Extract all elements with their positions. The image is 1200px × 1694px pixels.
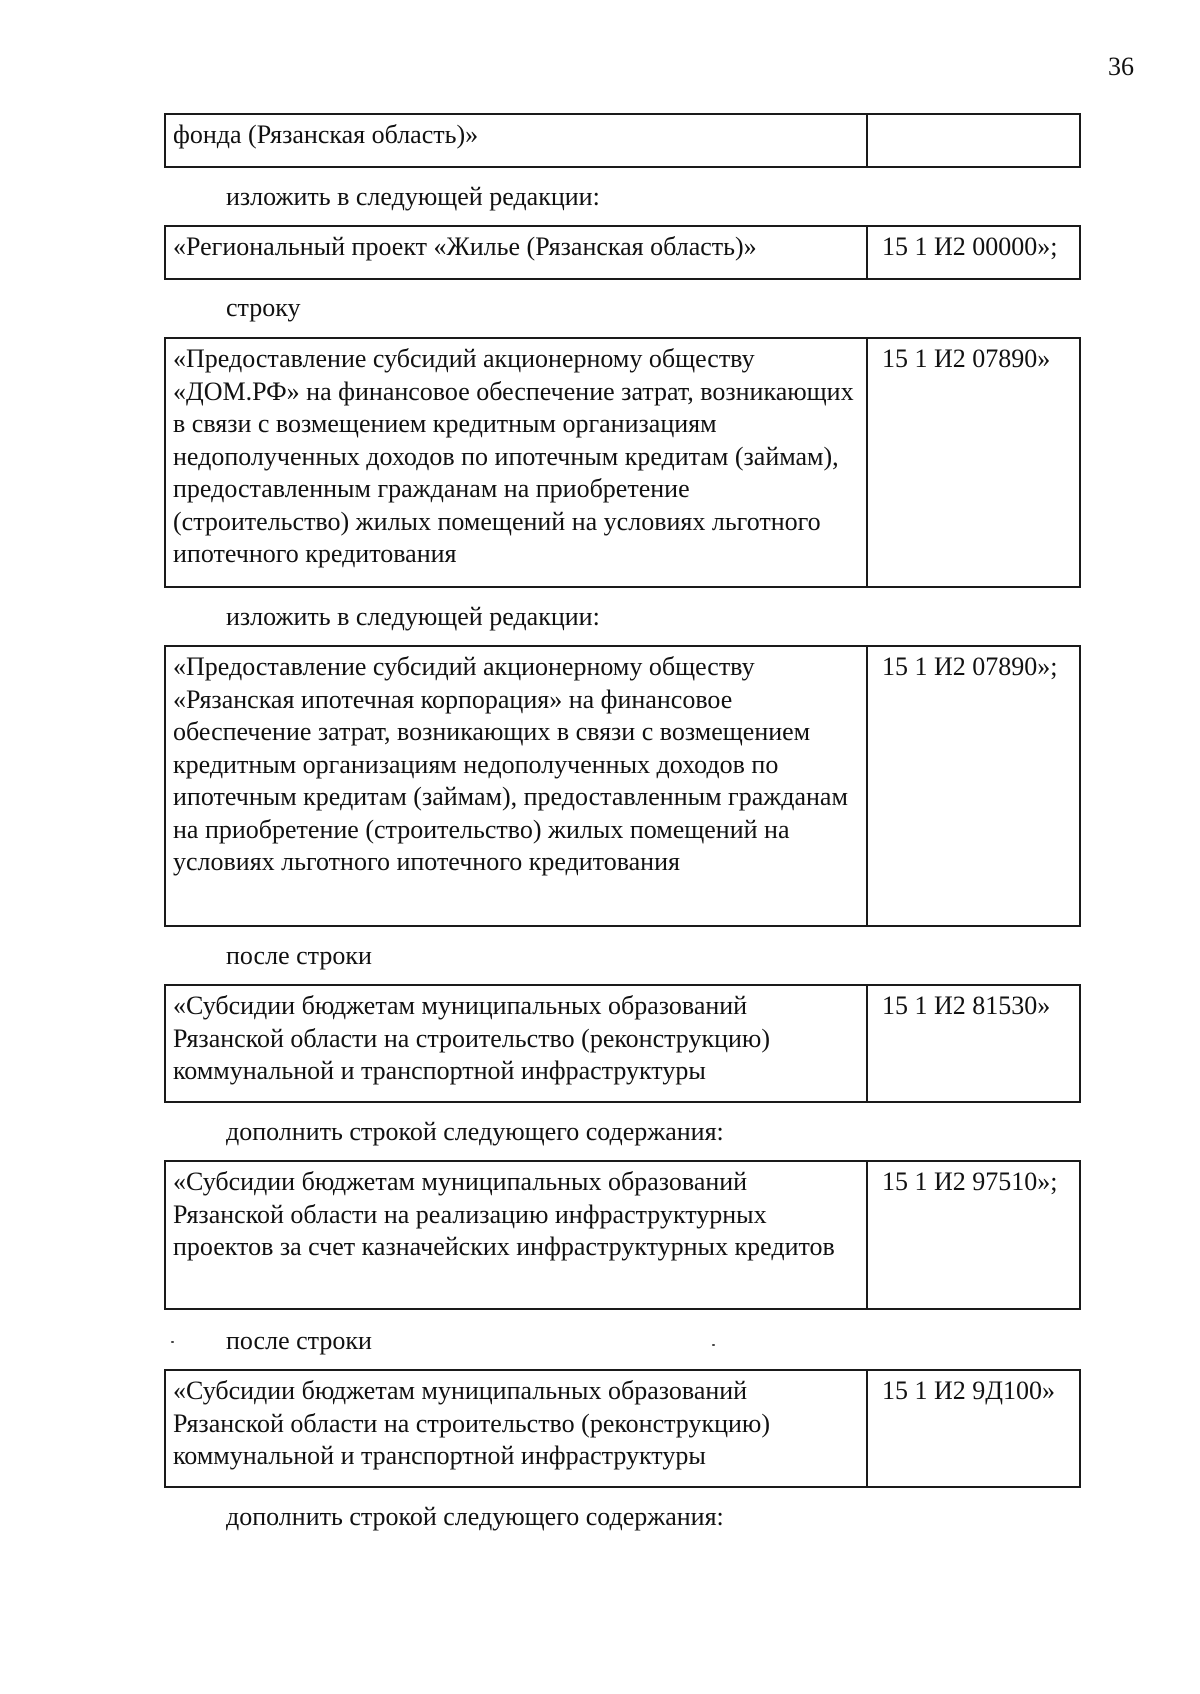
instruction-text: изложить в следующей редакции: [226, 602, 600, 631]
table-row [164, 337, 1081, 588]
instruction-text: строку [226, 293, 301, 322]
row-code-cell: 15 1 И2 81530» [882, 991, 1051, 1020]
instruction-text: после строки [226, 941, 372, 970]
row-name-cell: «Региональный проект «Жилье (Рязанская область)» [166, 227, 868, 278]
row-name-cell: «Предоставление субсидий акционерному обществу «Рязанская ипотечная корпорация» на финансовое обеспечение затрат, возникающих в связи с возмещением кредитным организациям недополученных доходов по ипотечным кредитам (займам), предоставленным гражданам на приобретение (строительство) жилых помещений на условиях льготного ипотечного кредитования [166, 647, 868, 925]
row-code-cell: 15 1 И2 9Д100» [882, 1376, 1056, 1405]
row-name-cell: «Субсидии бюджетам муниципальных образований Рязанской области на строительство (реконструкцию) коммунальной и транспортной инфраструктуры [166, 1371, 868, 1486]
row-code-cell: 15 1 И2 00000»; [882, 232, 1058, 261]
scan-speck [712, 1344, 715, 1346]
row-name-cell: «Субсидии бюджетам муниципальных образований Рязанской области на строительство (реконструкцию) коммунальной и транспортной инфраструктуры [166, 986, 868, 1101]
instruction-text: изложить в следующей редакции: [226, 182, 600, 211]
table-row [164, 1160, 1081, 1310]
row-name-cell: «Предоставление субсидий акционерному обществу «ДОМ.РФ» на финансовое обеспечение затрат, возникающих в связи с возмещением кредитным организациям недополученных доходов по ипотечным кредитам (займам), предоставленным гражданам на приобретение (строительство) жилых помещений на условиях льготного ипотечного кредитования [166, 339, 868, 586]
row-code-cell: 15 1 И2 07890» [882, 344, 1051, 373]
instruction-text: дополнить строкой следующего содержания: [226, 1502, 724, 1531]
scan-speck [171, 1341, 174, 1343]
row-name-cell: фонда (Рязанская область)» [166, 115, 868, 166]
row-code-cell: 15 1 И2 07890»; [882, 652, 1058, 681]
row-name-cell: «Субсидии бюджетам муниципальных образований Рязанской области на реализацию инфраструктурных проектов за счет казначейских инфраструктурных кредитов [166, 1162, 868, 1308]
page-number: 36 [1108, 52, 1134, 81]
table-row [164, 1369, 1081, 1488]
instruction-text: дополнить строкой следующего содержания: [226, 1117, 724, 1146]
row-code-cell [868, 115, 1079, 166]
table-row [164, 645, 1081, 927]
table-row [164, 113, 1081, 168]
table-row [164, 225, 1081, 280]
instruction-text: после строки [226, 1326, 372, 1355]
table-row [164, 984, 1081, 1103]
row-code-cell: 15 1 И2 97510»; [882, 1167, 1058, 1196]
